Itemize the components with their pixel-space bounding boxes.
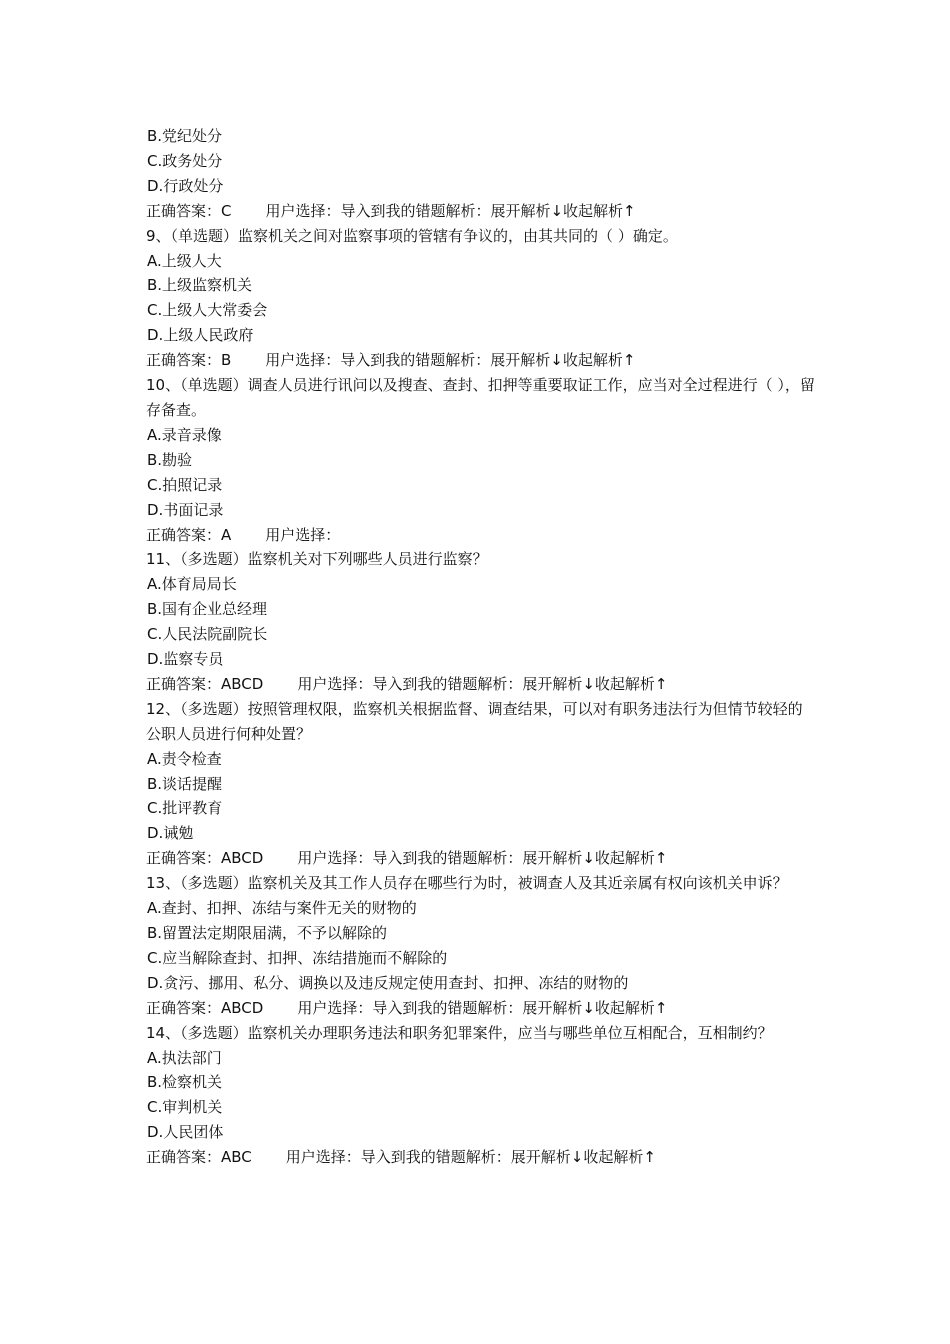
answer-line (146, 996, 816, 1021)
answer-tail: 用户选择：导入到我的错题解析：展开解析↓收起解析↑ (265, 351, 636, 370)
option-line: A.查封、扣押、冻结与案件无关的财物的 (147, 899, 417, 918)
option-line: C.批评教育 (147, 799, 223, 818)
option-line: D.人民团体 (147, 1123, 224, 1142)
option-line: A.体育局局长 (147, 575, 237, 594)
question-list (146, 224, 816, 1170)
question-block (146, 1021, 816, 1170)
option-line: A.录音录像 (147, 425, 222, 444)
option-line: B.留置法定期限届满，不予以解除的 (147, 924, 388, 942)
option-line: B.谈话提醒 (147, 774, 223, 793)
option-line: A.上级人大 (147, 251, 222, 270)
answer-tail: 用户选择：导入到我的错题解析：展开解析↓收起解析↑ (265, 201, 636, 220)
question-block (146, 547, 816, 696)
answer-tail: 用户选择： (265, 525, 341, 544)
question-stem: 13、（多选题）监察机关及其工作人员存在哪些行为时，被调查人及其近亲属有权向该机关申诉？ (146, 874, 788, 893)
option-line: C.人民法院副院长 (147, 625, 268, 644)
question-stem: 14、（多选题）监察机关办理职务违法和职务犯罪案件，应当与哪些单位互相配合，互相制约？ (146, 1023, 773, 1042)
option-line: C.应当解除查封、扣押、冻结措施而不解除的 (147, 948, 448, 967)
answer-line (146, 1145, 816, 1170)
question-stem: 12、（多选题）按照管理权限，监察机关根据监督、调查结果，可以对有职务违法行为但情节较轻的公职人员进行何种处置？ (146, 699, 803, 743)
question-block (146, 697, 816, 871)
option-line: C.政务处分 (147, 151, 223, 170)
option-line: B.勘验 (147, 450, 193, 469)
correct-answer: 正确答案：B (146, 351, 232, 370)
correct-answer: 正确答案：ABCD (146, 849, 264, 868)
answer-line (146, 199, 816, 224)
answer-tail: 用户选择：导入到我的错题解析：展开解析↓收起解析↑ (297, 674, 668, 693)
correct-answer: 正确答案：ABC (146, 1148, 252, 1167)
answer-line (146, 672, 816, 697)
question-stem: 11、（多选题）监察机关对下列哪些人员进行监察？ (146, 550, 488, 569)
answer-tail: 用户选择：导入到我的错题解析：展开解析↓收起解析↑ (285, 1148, 656, 1167)
answer-line (146, 523, 816, 548)
question-stem: 9、（单选题）监察机关之间对监察事项的管辖有争议的，由其共同的（ ）确定。 (146, 226, 678, 245)
question-stem: 10、（单选题）调查人员进行讯问以及搜查、查封、扣押等重要取证工作，应当对全过程进行（ ），留存备查。 (146, 376, 815, 419)
option-line: B.党纪处分 (147, 127, 223, 145)
option-line: D.上级人民政府 (147, 326, 254, 345)
option-line: B.检察机关 (147, 1073, 223, 1092)
option-line: D.行政处分 (147, 176, 224, 195)
answer-line (146, 348, 816, 373)
option-line: D.书面记录 (147, 500, 224, 519)
option-line: C.审判机关 (147, 1098, 223, 1117)
correct-answer: 正确答案：C (146, 201, 232, 220)
answer-tail: 用户选择：导入到我的错题解析：展开解析↓收起解析↑ (297, 849, 668, 868)
question-block (146, 871, 816, 1020)
answer-tail: 用户选择：导入到我的错题解析：展开解析↓收起解析↑ (297, 998, 668, 1017)
option-line: D.监察专员 (147, 650, 224, 669)
option-line: D.诫勉 (147, 824, 194, 843)
question-block (146, 373, 816, 547)
option-line: D.贪污、挪用、私分、调换以及违反规定使用查封、扣押、冻结的财物的 (147, 973, 629, 992)
correct-answer: 正确答案：ABCD (146, 998, 264, 1017)
correct-answer: 正确答案：ABCD (146, 674, 264, 693)
option-line: B.上级监察机关 (147, 276, 253, 295)
answer-line (146, 846, 816, 871)
document-page (146, 124, 816, 1170)
option-line: C.拍照记录 (147, 475, 223, 494)
correct-answer: 正确答案：A (146, 525, 232, 544)
question-block (146, 224, 816, 373)
option-line: C.上级人大常委会 (147, 301, 268, 320)
option-line: A.执法部门 (147, 1048, 222, 1067)
option-line: A.责令检查 (147, 749, 222, 768)
option-line: B.国有企业总经理 (147, 600, 268, 619)
